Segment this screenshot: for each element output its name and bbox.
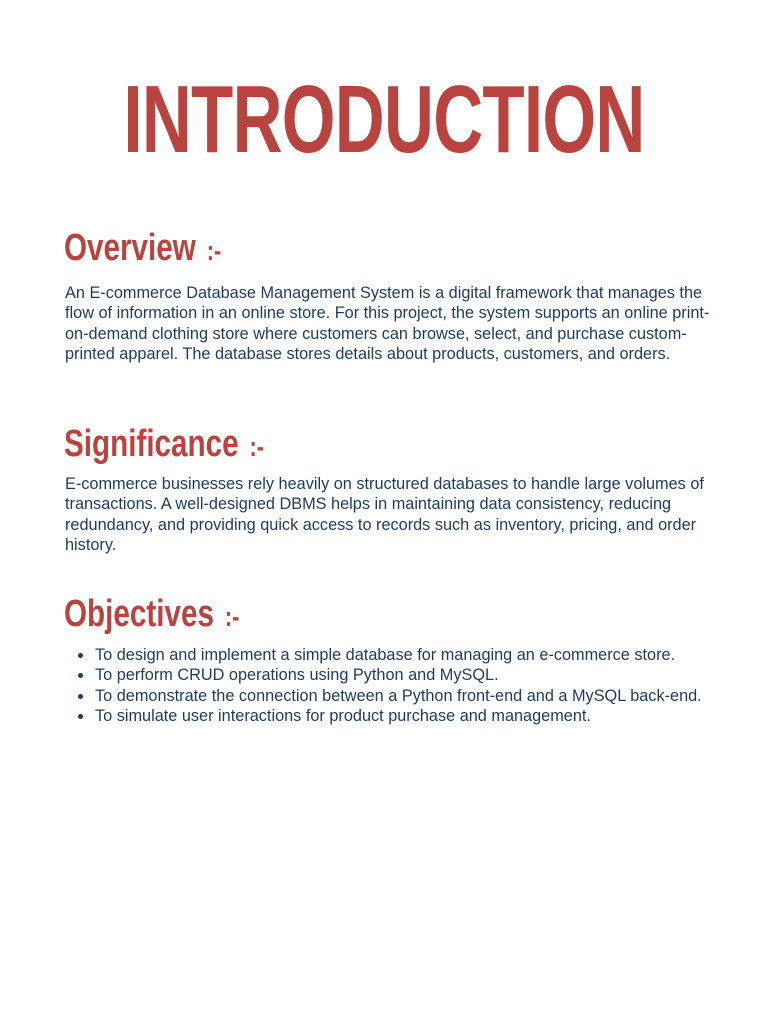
bullet-icon (78, 673, 83, 678)
overview-heading-separator: :- (206, 235, 222, 266)
objectives-heading-label: Objectives (64, 593, 214, 635)
overview-heading-label: Overview (64, 227, 196, 269)
objective-text: To design and implement a simple database for managing an e-commerce store. (95, 646, 676, 664)
objective-text: To simulate user interactions for product purchase and management. (95, 707, 591, 726)
objectives-heading-separator: :- (224, 601, 240, 632)
objectives-list (65, 645, 715, 727)
objective-text: To demonstrate the connection between a Python front-end and a MySQL back-end. (95, 686, 702, 705)
significance-heading-label: Significance (64, 423, 239, 465)
objectives-list-item (65, 665, 715, 685)
objectives-heading (64, 592, 239, 639)
page-title: INTRODUCTION (123, 66, 645, 173)
bullet-icon (78, 714, 83, 719)
bullet-icon (78, 653, 83, 658)
objective-text: To perform CRUD operations using Python and MySQL. (95, 666, 499, 685)
bullet-icon (78, 694, 83, 699)
significance-heading-separator: :- (249, 431, 265, 462)
objectives-list-item (65, 706, 715, 726)
significance-heading (64, 422, 264, 469)
overview-paragraph: An E-commerce Database Management System is a digital framework that manages the flow of information in an online store. For this project, the system supports an online print-on-demand clothing store where customers can browse, select, and purchase custom-printed apparel. The database stores details about products, customers, and orders. (65, 284, 710, 364)
objectives-list-item (65, 645, 715, 665)
overview-heading (64, 226, 221, 273)
objectives-list-item (65, 686, 715, 706)
significance-paragraph: E-commerce businesses rely heavily on structured databases to handle large volumes of transactions. A well-designed DBMS helps in maintaining data consistency, reducing redundancy, and providing quick access to records such as inventory, pricing, and order history. (65, 475, 704, 555)
